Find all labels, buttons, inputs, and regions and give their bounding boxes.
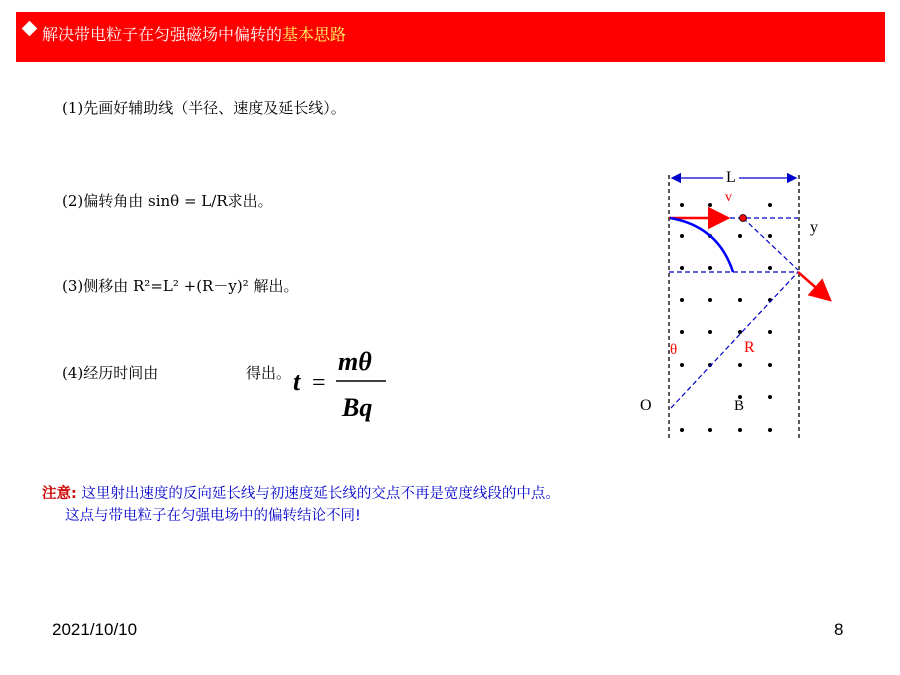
step-4-suffix: 得出。 bbox=[246, 364, 292, 382]
label-L: L bbox=[726, 169, 736, 186]
note-block bbox=[42, 483, 560, 527]
label-O: O bbox=[640, 397, 652, 414]
formula-numerator: mθ bbox=[338, 347, 372, 376]
label-y: y bbox=[810, 219, 818, 236]
page-number: 8 bbox=[834, 620, 844, 639]
intersection-point bbox=[740, 215, 747, 222]
step-2: (2)偏转角由 sinθ = L/R求出。 bbox=[62, 192, 273, 210]
title-banner bbox=[16, 12, 885, 62]
label-B: B bbox=[734, 398, 745, 414]
formula-eq: = bbox=[312, 370, 326, 396]
formula-lhs: t bbox=[293, 367, 301, 396]
label-theta: θ bbox=[670, 342, 678, 358]
radius-line bbox=[671, 272, 798, 408]
title-highlight: 基本思路 bbox=[282, 25, 347, 44]
step-4: (4)经历时间由 bbox=[62, 364, 159, 382]
formula-denominator: Bq bbox=[342, 393, 373, 422]
label-R: R bbox=[744, 339, 755, 356]
step-3: (3)侧移由 R²=L² +(R－y)² 解出。 bbox=[62, 277, 299, 295]
page-title bbox=[42, 22, 346, 45]
magnetic-field-diagram bbox=[630, 160, 850, 450]
diamond-bullet-icon bbox=[22, 21, 38, 37]
field-dots bbox=[680, 203, 772, 432]
step-1: (1)先画好辅助线（半径、速度及延长线）。 bbox=[62, 99, 346, 117]
trajectory-arc bbox=[670, 218, 733, 272]
note-line-1: 这里射出速度的反向延长线与初速度延长线的交点不再是宽度线段的中点。 bbox=[81, 486, 560, 502]
title-prefix: 解决带电粒子在匀强磁场中偏转的 bbox=[42, 25, 283, 44]
note-label: 注意: bbox=[42, 486, 77, 502]
note-line-2: 这点与带电粒子在匀强电场中的偏转结论不同! bbox=[65, 508, 361, 524]
reverse-extension-line bbox=[743, 218, 798, 270]
time-formula bbox=[290, 340, 390, 430]
exit-velocity-arrow bbox=[798, 272, 830, 300]
label-v: v bbox=[725, 190, 732, 205]
footer-date: 2021/10/10 bbox=[52, 620, 138, 639]
